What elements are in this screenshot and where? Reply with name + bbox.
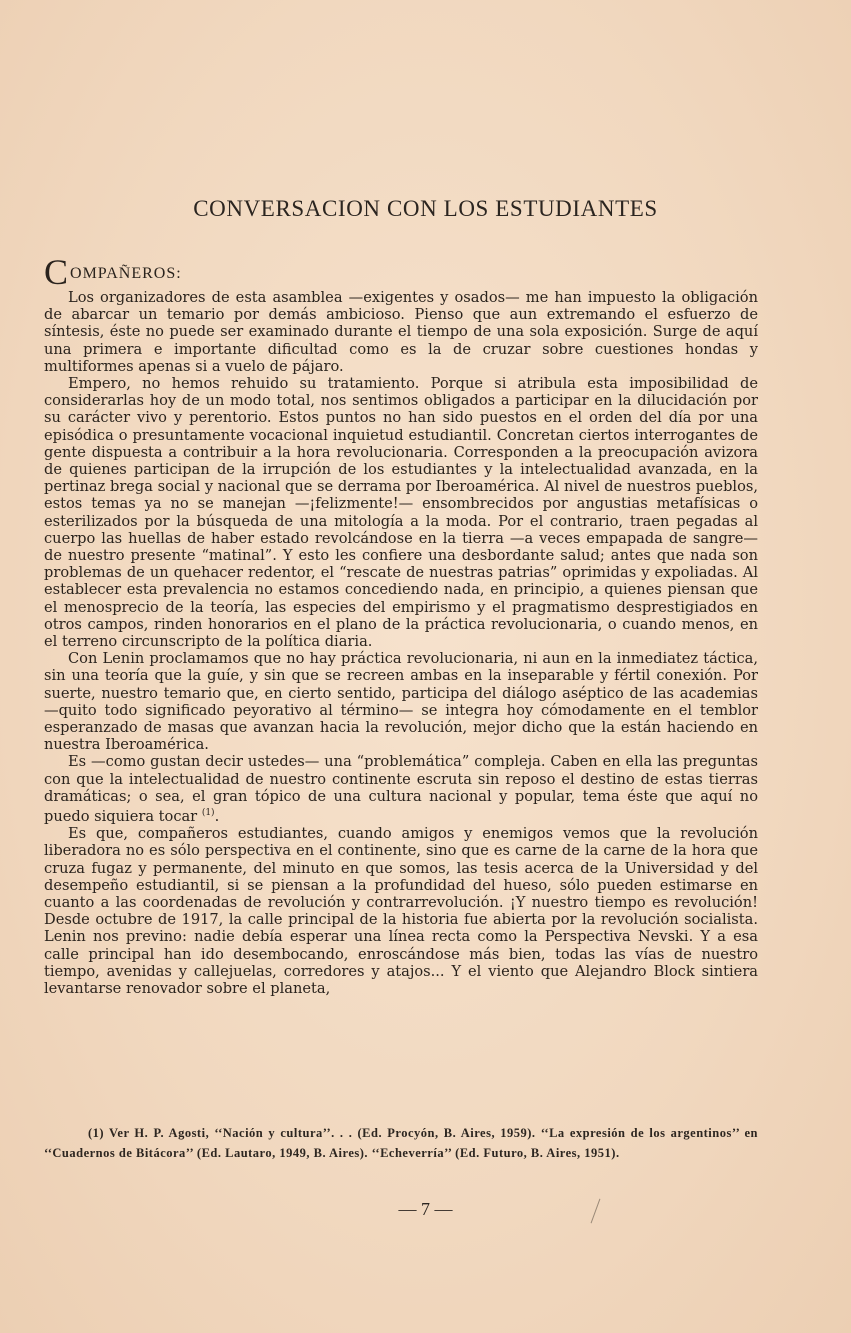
salutation — [44, 252, 182, 292]
paragraph-1: Los organizadores de esta asamblea —exigentes y osados— me han impuesto la obligación de abarcar un temario por demás ambicioso. Pienso que aun extremando el esfuerzo de síntesis, éste no puede ser examinado durante el tiempo de una sola exposición. Surge de aquí una primera e importante dificultad como es la de cruzar sobre cuestiones hondas y multiformes apenas si a vuelo de pájaro. — [44, 289, 758, 375]
paragraph-3: Con Lenin proclamamos que no hay práctica revolucionaria, ni aun en la inmediatez táctica, sin una teoría que la guíe, y sin que se recreen ambas en la inseparable y fértil conexión. Por suerte, nuestro temario que, en cierto sentido, participa del diálogo aséptico de las academias —quito todo significado peyorativo al término— se integra hoy cómodamente en el temblor esperanzado de masas que avanzan hacia la revolución, mejor dicho que la están haciendo en nuestra Iberoamérica. — [44, 650, 758, 754]
paragraph-2: Empero, no hemos rehuido su tratamiento. Porque si atribula esta imposibilidad de considerarlas hoy de un modo total, nos sentimos obligados a participar en la dilucidación por su carácter vivo y perentorio. Estos puntos no han sido puestos en el orden del día por una episódica o presuntamente vocacional inquietud estudiantil. Concretan ciertos interrogantes de gente dispuesta a contribuir a la hora revolucionaria. Corresponden a la preocupación avizora de quienes participan de la irrupción de los estudiantes y la intelectualidad avanzada, en la pertinaz brega social y nacional que se derrama por Iberoamérica. Al nivel de nuestros pueblos, estos temas ya no se manejan —¡felizmente!— ensombrecidos por angustias metafísicas o esterilizados por la búsqueda de una mitología a la moda. Por el contrario, traen pegadas al cuerpo las huellas de haber estado revolcándose en la tierra —a veces empapada de sangre— de nuestro presente “matinal”. Y esto les confiere una desbordante salud; antes que nada son problemas de un quehacer redentor, el “rescate de nuestras patrias” oprimidas y expoliadas. Al establecer esta prevalencia no estamos concediendo nada, en principio, a quienes piensan que el menosprecio de la teoría, las especies del empirismo y el pragmatismo desprestigiados en otros campos, rinden honorarios en el plano de la práctica revolucionaria, o cuando menos, en el terreno circunscripto de la política diaria. — [44, 375, 758, 651]
paragraph-4-text: Es —como gustan decir ustedes— una “problemática” compleja. Caben en ella las preguntas con que la intelectualidad de nuestro continente escruta sin reposo el destino de estas tierras dramáticas; o sea, el gran tópico de una cultura nacional y popular, tema éste que aquí no puedo siquiera tocar — [44, 753, 758, 825]
drop-cap: C — [44, 252, 70, 292]
paragraph-4: Es —como gustan decir ustedes— una “problemática” compleja. Caben en ella las preguntas con que la intelectualidad de nuestro continente escruta sin reposo el destino de estas tierras dramáticas; o sea, el gran tópico de una cultura nacional y popular, tema éste que aquí no puedo siquiera tocar $^{(1)}$. — [44, 753, 758, 825]
footnote: (1) Ver H. P. Agosti, ‘‘Nación y cultura’’. . . (Ed. Procyón, B. Aires, 1959). ‘‘La expresión de los argentinos’’ en ‘‘Cuadernos de Bitácora’’ (Ed. Lautaro, 1949, B. Aires). ‘‘Echeverría’’ (Ed. Futuro, B. Aires, 1951). — [44, 1126, 758, 1160]
page-number: — 7 — — [398, 1199, 453, 1219]
paragraph-5: Es que, compañeros estudiantes, cuando amigos y enemigos vemos que la revolución liberadora no es sólo perspectiva en el continente, sino que es carne de la carne de la hora que cruza fugaz y permanente, del minuto en que somos, las tesis acerca de la Universidad y del desempeño estudiantil, si se piensan a la profundidad del hueso, sólo pueden estimarse en cuanto a las coordenadas de revolución y contrarrevolución. ¡Y nuestro tiempo es revolución! Desde octubre de 1917, la calle principal de la historia fue abierta por la revolución socialista. Lenin nos previno: nadie debía esperar una línea recta como la Perspectiva Nevski. Y a esa calle principal han ido desembocando, enroscándose más bien, todas las vías de nuestro tiempo, avenidas y callejuelas, corredores y atajos... Y el viento que Alejandro Block sintiera levantarse renovador sobre el planeta, — [44, 825, 758, 997]
chapter-title: CONVERSACION CON LOS ESTUDIANTES — [193, 196, 658, 221]
footnote-reference: (1) — [201, 808, 215, 819]
salutation-rest: OMPAÑEROS: — [70, 265, 182, 282]
body-text — [44, 289, 758, 997]
